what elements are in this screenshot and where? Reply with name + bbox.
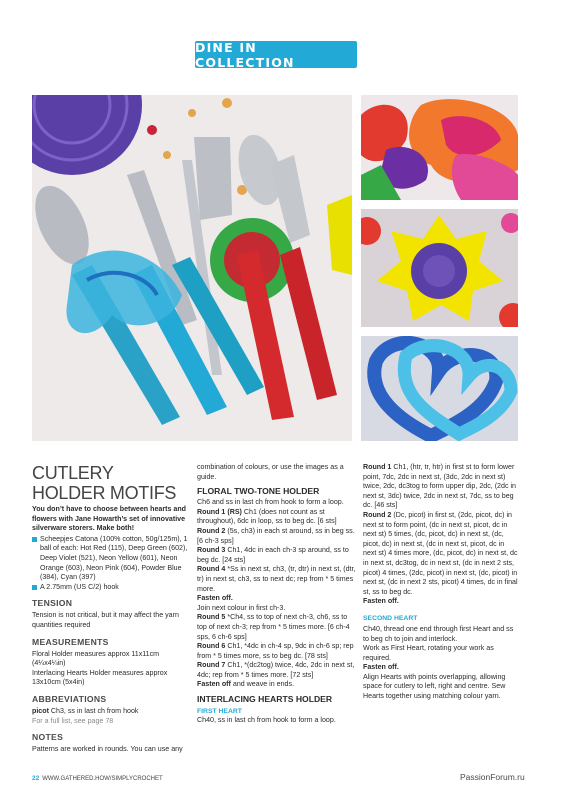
material-text: Scheepjes Catona (100% cotton, 50g/125m), 1 ball of each: Hot Red (115), Deep Green (602), Deep Violet (521), Neon Yellow (601), Neon Orange (603), Neon Pink (604), Powder Blue (384), Cyan (397): [40, 534, 188, 582]
measurement-line: Floral Holder measures approx 11x11cm (4¼x4¼in): [32, 649, 160, 668]
round-label: Round 1: [363, 463, 392, 471]
banner-text: DINE IN COLLECTION: [195, 39, 295, 70]
finishing-text: Align Hearts with points overlapping, allowing space for cutlery to left, right and centre. Sew Hearts together using matching colour yarn.: [363, 672, 506, 701]
notes-heading: NOTES: [32, 732, 64, 743]
hearts-closeup-photo: [361, 95, 518, 200]
material-item: [32, 583, 190, 593]
second-heart-lead: Ch40, thread one end through first Heart and ss to beg ch to join and interlock.: [363, 624, 514, 643]
round-label: Round 5: [197, 613, 226, 622]
round-line: [197, 661, 357, 680]
floral-heading: FLORAL TWO-TONE HOLDER: [197, 486, 320, 497]
round-label: Round 4: [197, 565, 226, 574]
tension-text: Tension is not critical, but it may affect the yarn quantities required: [32, 611, 179, 629]
first-heart-heading: FIRST HEART: [197, 708, 242, 716]
page-footer: [32, 775, 163, 782]
second-heart-heading: SECOND HEART: [363, 614, 418, 622]
round-label: Round 1 (RS): [197, 507, 242, 516]
round-text: (5s, ch3) in each st around, ss in beg ss. [6 ch-3 sps]: [197, 526, 355, 545]
fasten-off-weave: [197, 680, 357, 690]
round-line: [197, 527, 357, 546]
abbreviations-note: For a full list, see page 78: [32, 716, 114, 725]
fasten-off-text: Fasten off.: [363, 663, 399, 672]
column-3: [363, 463, 519, 702]
round-label: Round 3: [197, 546, 226, 555]
round-text: Ch1, (htr, tr, htr) in first st to form lower point, 7dc, 2dc in next st, (3dc, 2dc in next st) twice, 2dc, dc3tog to form upper dip, 2dc, (2dc in next st, 3dc) twice, 2dc in next st, 7dc, ss to beg dc. [46 sts]: [363, 463, 516, 510]
measurement-line: Interlacing Hearts Holder measures approx 13x10cm (5x4in): [32, 668, 168, 687]
round-label: Round 2: [197, 526, 226, 535]
weave-text: and weave in ends.: [230, 680, 295, 689]
material-text: A 2.75mm (US C/2) hook: [40, 582, 119, 591]
fasten-off-text: Fasten off.: [197, 594, 233, 603]
cutlery-photo: [32, 95, 352, 441]
abbreviation-definition: Ch3, ss in last ch from hook: [48, 706, 139, 715]
round-text: *Ss in next st, ch3, (tr, dtr) in next st, (dtr, tr) in next st, ch3, ss to next dc; rep from * 5 times more.: [197, 565, 356, 593]
round-label: Round 2: [363, 510, 392, 519]
round-text: Ch1 (does not count as st throughout), 6dc in loop, ss to beg dc. [6 sts]: [197, 507, 337, 526]
fasten-off: [363, 663, 519, 673]
round-label: Round 7: [197, 661, 226, 670]
round-line: [363, 511, 519, 597]
collection-banner: [195, 41, 357, 68]
measurements-heading: MEASUREMENTS: [32, 636, 109, 647]
watermark: PassionForum.ru: [460, 772, 525, 782]
round-line: [197, 613, 357, 642]
page-number: 22: [32, 775, 40, 782]
abbreviations-heading: ABBREVIATIONS: [32, 693, 107, 704]
fasten-off-text: Fasten off.: [363, 597, 399, 606]
abbreviation-term: picot: [32, 706, 49, 715]
fasten-off: [197, 594, 357, 604]
material-item: [32, 535, 190, 583]
round-text: Ch1, 4dc in each ch-3 sp around, ss to beg dc. [24 sts]: [197, 546, 349, 564]
bullet-square-icon: [32, 537, 37, 542]
round-line: [363, 463, 519, 511]
notes-text: Patterns are worked in rounds. You can use any: [32, 745, 183, 754]
abbreviation-entry: [32, 707, 190, 717]
second-heart-work: Work as First Heart, rotating your work as required.: [363, 644, 494, 662]
round-line: [197, 546, 357, 565]
interlacing-hearts-photo: [361, 336, 518, 441]
tension-heading: TENSION: [32, 598, 73, 609]
round-text: Ch1, *(dc2tog) twice, 4dc, 2dc in next st, 4dc; rep from * 5 times more. [72 sts]: [197, 661, 355, 679]
round-text: Ch1, *4dc in ch-4 sp, 9dc in ch-6 sp; rep from * 5 times more, ss to beg dc. [78 sts]: [197, 642, 354, 660]
round-line: [197, 508, 357, 527]
round-line: [197, 642, 357, 661]
hearts-heading: INTERLACING HEARTS HOLDER: [197, 694, 333, 705]
notes-continued: combination of colours, or use the images as a guide.: [197, 463, 344, 481]
round-text: *Ch4, ss to top of next ch-3, ch6, ss to top of next ch-3; rep from * 5 times more. [6 ch-4 sps, 6 ch-6 sps]: [197, 613, 350, 641]
column-1: [32, 463, 190, 755]
bullet-square-icon: [32, 585, 37, 590]
fasten-off: [363, 597, 519, 607]
column-2: [197, 463, 357, 726]
first-heart-lead: Ch40, ss in last ch from hook to form a loop.: [197, 716, 336, 725]
join-text: Join next colour in first ch-3.: [197, 603, 286, 612]
page-title: CUTLERY HOLDER MOTIFS: [32, 463, 177, 503]
round-text: (Dc, picot) in first st, (2dc, picot, dc) in next st to form point, (dc in next st, picot, dc in next st) 5 times, (dc, picot, dc) in next st, (dc, picot, dc) in next st, (dc in next st, picot, dc in next st) 4 times more, (dc, picot, dc) in next st, dc in next st, dc3tog, dc in next st, (dc in next 2 sts, picot) 4 times, (2dc, picot) in next st, (dc, picot) in next st, (dc in next 2 sts, picot) 4 times, dc in final st, ss to beg dc.: [363, 510, 518, 596]
fasten-off-text: Fasten off: [197, 680, 231, 689]
floral-lead: Ch6 and ss in last ch from hook to form a loop.: [197, 498, 344, 507]
flower-motif-photo: [361, 209, 518, 327]
intro-text: You don’t have to choose between hearts and flowers with Jane Howarth’s set of innovative silverware storers. Make both!: [32, 505, 186, 533]
round-label: Round 6: [197, 642, 226, 651]
footer-url: WWW.GATHERED.HOW/SIMPLYCROCHET: [42, 776, 163, 782]
round-line: [197, 565, 357, 594]
